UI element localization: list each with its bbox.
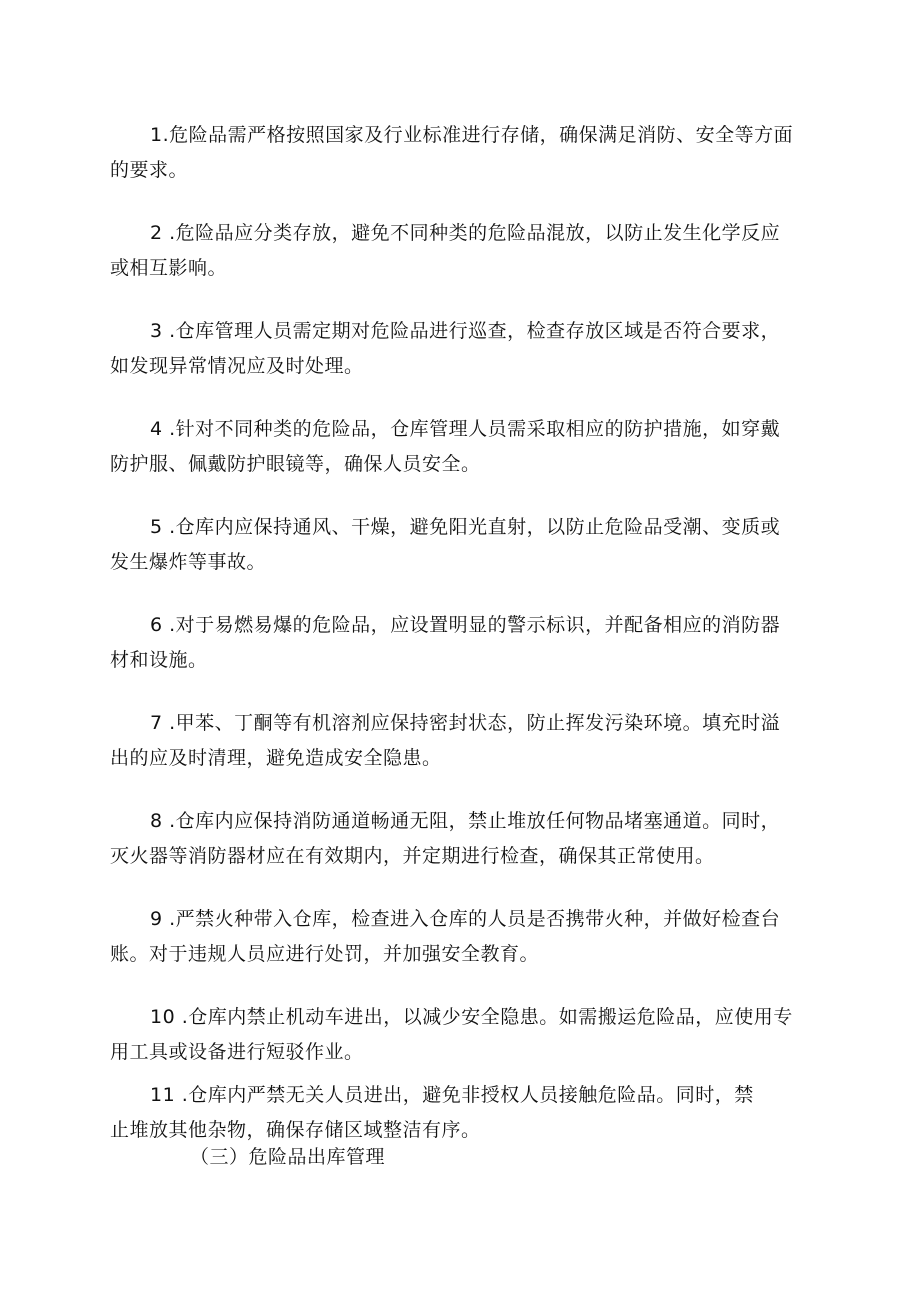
item-text-continued: 出的应及时清理，避免造成安全隐患。: [110, 747, 442, 769]
item-text-continued: 材和设施。: [110, 649, 208, 671]
item-number: 3: [150, 320, 163, 342]
item-number: 1: [150, 124, 163, 146]
item-text: .甲苯、丁酮等有机溶剂应保持密封状态，防止挥发污染环境。填充时溢: [162, 712, 781, 734]
item-number: 5: [150, 516, 163, 538]
section-heading: （三）危险品出库管理: [190, 1146, 386, 1168]
item-text-continued: 账。对于违规人员应进行处罚，并加强安全教育。: [110, 943, 540, 965]
list-item: [110, 412, 820, 482]
list-item-line: [110, 1078, 820, 1113]
item-text: .严禁火种带入仓库，检查进入仓库的人员是否携带火种，并做好检查台: [162, 908, 781, 930]
list-item: [110, 314, 820, 384]
item-text: .仓库内应保持通风、干燥，避免阳光直射，以防止危险品受潮、变质或: [162, 516, 781, 538]
item-text-continued: 或相互影响。: [110, 257, 228, 279]
list-item-line: [110, 314, 820, 349]
item-text-continued: 如发现异常情况应及时处理。: [110, 355, 364, 377]
list-item-line: [110, 216, 820, 251]
item-number: 7: [150, 712, 163, 734]
item-number: 9: [150, 908, 163, 930]
item-number: 11: [150, 1084, 176, 1106]
list-item-line: [110, 412, 820, 447]
list-item: [110, 1078, 820, 1148]
item-text: .仓库内禁止机动车进出，以减少安全隐患。如需搬运危险品，应使用专: [175, 1006, 793, 1028]
item-number: 10: [150, 1006, 176, 1028]
list-item: [110, 216, 820, 286]
list-item: [110, 510, 820, 580]
item-text-continued: 的要求。: [110, 159, 189, 181]
list-item: [110, 1000, 820, 1070]
list-item: [110, 804, 820, 874]
item-text: .仓库管理人员需定期对危险品进行巡查，检查存放区域是否符合要求，: [162, 320, 781, 342]
item-text: .危险品需严格按照国家及行业标准进行存储，确保满足消防、安全等方面: [162, 124, 794, 146]
item-text-continued: 防护服、佩戴防护眼镜等，确保人员安全。: [110, 453, 481, 475]
list-item-line: [110, 608, 820, 643]
list-item: [110, 706, 820, 776]
item-text-continued: 灭火器等消防器材应在有效期内，并定期进行检查，确保其正常使用。: [110, 845, 715, 867]
item-number: 2: [150, 222, 163, 244]
item-text: .对于易燃易爆的危险品，应设置明显的警示标识，并配备相应的消防器: [162, 614, 781, 636]
item-text-continued: 发生爆炸等事故。: [110, 551, 267, 573]
list-item-line: [110, 804, 820, 839]
item-text: .仓库内严禁无关人员进出，避免非授权人员接触危险品。同时，禁: [175, 1084, 754, 1106]
item-text: .仓库内应保持消防通道畅通无阻，禁止堆放任何物品堵塞通道。同时，: [162, 810, 781, 832]
item-text-continued: 用工具或设备进行短驳作业。: [110, 1041, 364, 1063]
item-text: .危险品应分类存放，避免不同种类的危险品混放，以防止发生化学反应: [162, 222, 781, 244]
item-text: .针对不同种类的危险品，仓库管理人员需采取相应的防护措施，如穿戴: [162, 418, 781, 440]
item-number: 4: [150, 418, 163, 440]
list-item: [110, 118, 820, 188]
list-item: [110, 608, 820, 678]
list-item-line: [110, 118, 820, 153]
item-number: 6: [150, 614, 163, 636]
list-item: [110, 902, 820, 972]
item-number: 8: [150, 810, 163, 832]
list-item-line: [110, 510, 820, 545]
item-text-continued: 止堆放其他杂物，确保存储区域整洁有序。: [110, 1119, 481, 1141]
list-item-line: [110, 902, 820, 937]
list-item-line: [110, 1000, 820, 1035]
list-item-line: [110, 706, 820, 741]
